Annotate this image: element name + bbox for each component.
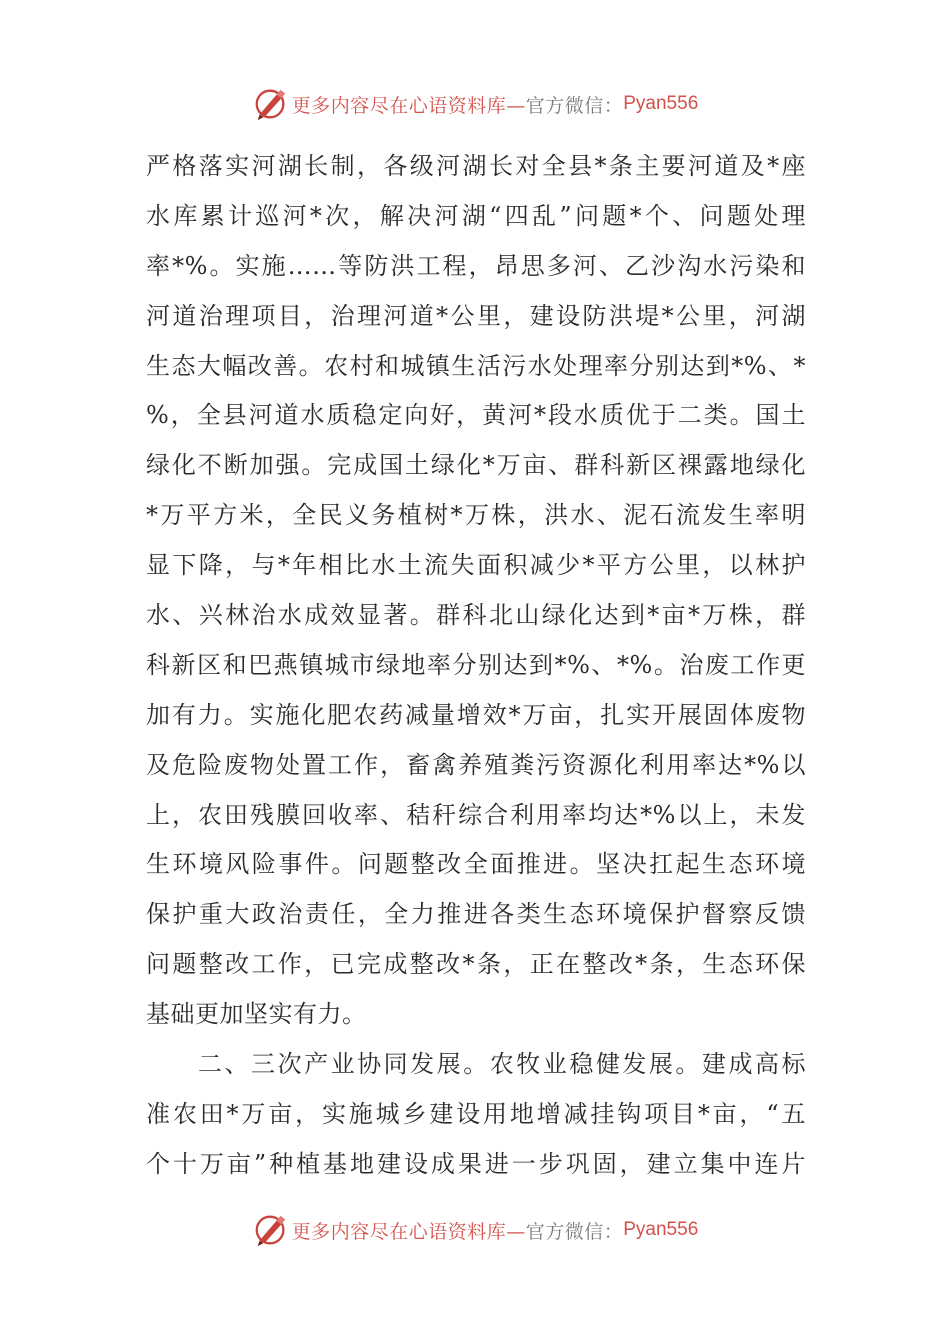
text-line: 绿化不断加强。完成国土绿化*万亩、群科新区裸露地绿化	[146, 451, 806, 480]
banner-main-text	[292, 91, 624, 118]
text-line: 显下降，与*年相比水土流失面积减少*平方公里，以林护	[146, 551, 806, 580]
banner-main-text	[292, 1217, 624, 1244]
text-line: 科新区和巴燕镇城市绿地率分别达到*%、*%。治废工作更	[146, 650, 806, 679]
pen-logo-icon	[252, 85, 290, 123]
pen-logo-icon	[252, 1211, 290, 1249]
text-line: 个十万亩”种植基地建设成果进一步巩固，建立集中连片	[146, 1149, 806, 1178]
text-line: 率*%。实施……等防洪工程，昂思多河、乙沙沟水污染和	[146, 251, 806, 280]
footer-banner	[0, 1208, 950, 1252]
text-line: 生态大幅改善。农村和城镇生活污水处理率分别达到*%、*	[146, 351, 806, 380]
text-line: 加有力。实施化肥农药减量增效*万亩，扎实开展固体废物	[146, 700, 806, 729]
text-line: 保护重大政治责任，全力推进各类生态环境保护督察反馈	[146, 900, 806, 929]
banner-site-name: 更多内容尽在心语资料库	[291, 94, 507, 117]
section-heading-line: 二、三次产业协同发展。农牧业稳健发展。建成高标	[198, 1050, 806, 1079]
text-line: *万平方米，全民义务植树*万株，洪水、泥石流发生率明	[146, 501, 806, 530]
banner-label: 官方微信：	[525, 94, 624, 117]
text-line: 水库累计巡河*次，解决河湖“四乱”问题*个、问题处理	[146, 201, 806, 230]
text-line: 河道治理项目，治理河道*公里，建设防洪堤*公里，河湖	[146, 301, 806, 330]
document-body	[146, 142, 806, 1190]
text-line: 问题整改工作，已完成整改*条，正在整改*条，生态环保	[146, 950, 806, 979]
text-line: 水、兴林治水成效显著。群科北山绿化达到*亩*万株，群	[146, 601, 806, 630]
banner-label: 官方微信：	[525, 1220, 624, 1243]
banner-wechat-id: Pyan556	[623, 1219, 699, 1240]
banner-site-name: 更多内容尽在心语资料库	[291, 1220, 507, 1243]
text-line: 及危险废物处置工作，畜禽养殖粪污资源化利用率达*%以	[146, 750, 806, 779]
text-line: 准农田*万亩，实施城乡建设用地增减挂钩项目*亩，“五	[146, 1099, 806, 1128]
paragraph-end-line: 基础更加坚实有力。	[146, 1000, 367, 1029]
banner-dash: —	[506, 94, 526, 117]
header-banner	[0, 82, 950, 126]
text-line: %，全县河道水质稳定向好，黄河*段水质优于二类。国土	[146, 401, 806, 430]
banner-dash: —	[506, 1220, 526, 1243]
text-line: 严格落实河湖长制，各级河湖长对全县*条主要河道及*座	[146, 152, 806, 180]
text-line: 生环境风险事件。问题整改全面推进。坚决扛起生态环境	[146, 850, 806, 879]
text-line: 上，农田残膜回收率、秸秆综合利用率均达*%以上，未发	[146, 800, 806, 829]
banner-wechat-id: Pyan556	[623, 93, 699, 114]
